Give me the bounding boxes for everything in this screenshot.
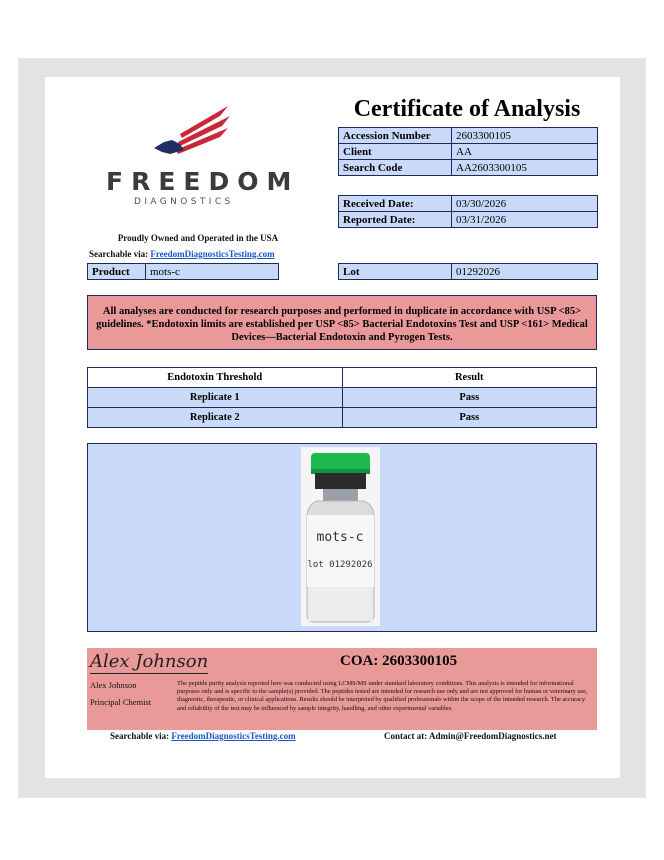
logo-subtitle: DIAGNOSTICS: [134, 197, 234, 207]
replicate-result: Pass: [342, 388, 597, 408]
table-row: [339, 212, 598, 228]
logo-wordmark: FREEDOM: [106, 167, 300, 196]
replicate-result: Pass: [342, 408, 597, 428]
table-row: [339, 264, 598, 280]
table-row: [339, 144, 598, 160]
chemist-role: Principal Chemist: [90, 697, 152, 707]
table-cell-label: Accession Number: [339, 128, 452, 144]
footer-contact: Contact at: Admin@FreedomDiagnostics.net: [384, 731, 557, 741]
table-row: [88, 408, 597, 428]
vial-photo: [301, 447, 380, 626]
product-table: [87, 263, 279, 280]
footer-website-link[interactable]: FreedomDiagnosticsTesting.com: [171, 731, 296, 741]
searchable-label: Searchable via:: [89, 249, 149, 259]
footer-searchable-label: Searchable via:: [110, 731, 170, 741]
website-link[interactable]: FreedomDiagnosticsTesting.com: [150, 249, 275, 259]
coa-number: COA: 2603300105: [340, 653, 458, 669]
searchable-line: [89, 249, 275, 259]
tagline: Proudly Owned and Operated in the USA: [117, 233, 279, 243]
column-header: Endotoxin Threshold: [88, 368, 343, 388]
replicate-name: Replicate 1: [88, 388, 343, 408]
disclaimer-text: The peptide purity analysis reported here was conducted using LCMS/MS under standard laboratory conditions. This analysis is intended for informational purposes only and is specific to the sample(s) provided. The peptides tested are intended for research use only and are not approved for human or veterinary use, diagnostic, therapeutic, or clinical applications. Results should be interpreted by qualified professionals within the scope of the intended research. The accuracy and reliability of the test may be influenced by sample integrity, handling, and other experimental variables.: [177, 680, 588, 712]
table-cell-value: 03/30/2026: [452, 196, 598, 212]
research-notice: All analyses are conducted for research purposes and performed in duplicate in accordance with USP <85> guidelines. *Endotoxin limits are established per USP <85> Bacterial Endotoxins Test and USP <161> Medical Devices—Bacterial Endotoxin and Pyrogen Tests.: [87, 295, 597, 350]
column-header: Result: [342, 368, 597, 388]
table-cell-value: AA2603300105: [452, 160, 598, 176]
table-row: [339, 128, 598, 144]
table-cell-label: Received Date:: [339, 196, 452, 212]
chemist-name: Alex Johnson: [90, 680, 137, 690]
table-header-row: [88, 368, 597, 388]
lot-label: Lot: [339, 264, 452, 280]
endotoxin-table: [87, 367, 597, 428]
table-cell-label: Search Code: [339, 160, 452, 176]
replicate-name: Replicate 2: [88, 408, 343, 428]
signature: Alex Johnson: [90, 651, 209, 672]
table-cell-value: 03/31/2026: [452, 212, 598, 228]
table-row: [88, 388, 597, 408]
dates-table: [338, 195, 598, 228]
table-cell-value: 2603300105: [452, 128, 598, 144]
page-title: Certificate of Analysis: [353, 96, 581, 122]
table-cell-value: AA: [452, 144, 598, 160]
lot-value: 01292026: [452, 264, 598, 280]
accession-table: [338, 127, 598, 176]
lot-table: [338, 263, 598, 280]
table-row: [339, 160, 598, 176]
product-value: mots-c: [146, 264, 279, 280]
vial-lot-text: lot 01292026: [307, 560, 373, 570]
footer-searchable: [110, 731, 296, 741]
table-row: [339, 196, 598, 212]
vial-label-text: mots-c: [316, 530, 364, 545]
table-row: [88, 264, 279, 280]
table-cell-label: Reported Date:: [339, 212, 452, 228]
table-cell-label: Client: [339, 144, 452, 160]
product-label: Product: [88, 264, 146, 280]
eagle-logo-icon: [150, 104, 232, 166]
